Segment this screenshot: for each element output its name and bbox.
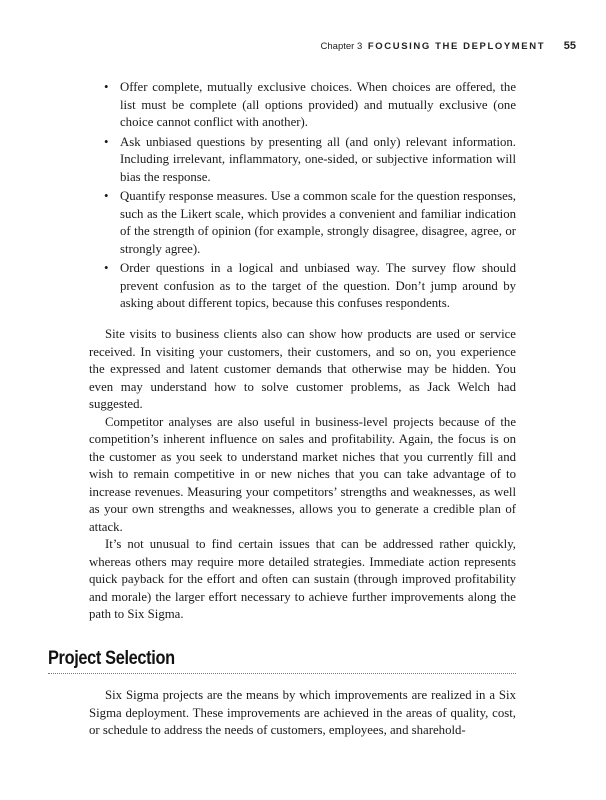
bullet-text: Ask unbiased questions by presenting all (and only) relevant information. Including irrelevant, inflammatory, one-sided, or subjective information will bias the response. <box>120 134 516 184</box>
paragraph-competitor-analyses: Competitor analyses are also useful in business-level projects because of the competition’s inherent influence on sales and profitability. Again, the focus is on the customer as you seek to understand market niches that you currently fill and wish to remain competitive in or new niches that you can take advantage of to increase revenues. Measuring your competitors’ strengths and weaknesses, as well as your own strengths and weaknesses, allows you to generate a credible plan of attack. <box>89 414 516 534</box>
bullet-item <box>104 188 516 258</box>
bullet-icon: • <box>104 189 109 203</box>
running-header <box>321 40 576 52</box>
bullet-list <box>104 79 516 315</box>
bullet-icon: • <box>104 134 109 149</box>
chapter-label: Chapter 3 <box>320 41 363 52</box>
body-text <box>89 326 516 624</box>
paragraph-project-selection: Six Sigma projects are the means by which improvements are realized in a Six Sigma deployment. These improvements are achieved in the areas of quality, cost, or schedule to address the needs of customers, employees, and sharehold- <box>89 688 516 737</box>
bullet-item <box>104 260 516 313</box>
section-heading: Project Selection <box>48 648 175 669</box>
section-body <box>89 687 516 740</box>
bullet-item <box>104 79 516 132</box>
section-divider <box>48 673 516 674</box>
bullet-text: Offer complete, mutually exclusive choices. When choices are offered, the list must be complete (all options provided) and mutually exclusive (one choice cannot conflict with another). <box>120 80 516 129</box>
bullet-item <box>104 134 516 187</box>
page-number: 55 <box>563 40 576 52</box>
bullet-icon: • <box>104 261 109 275</box>
bullet-text: Order questions in a logical and unbiased way. The survey flow should prevent confusion as to the target of the question. Don’t jump around by asking about different topics, because this confuses respondents. <box>120 261 516 310</box>
paragraph-quick-issues: It’s not unusual to find certain issues that can be addressed rather quickly, whereas others may require more detailed strategies. Immediate action represents quick payback for the effort and often can sustain (through improved profitability and morale) the larger effort necessary to achieve further improvements along the path to Six Sigma. <box>89 537 516 621</box>
paragraph-site-visits: Site visits to business clients also can show how products are used or service received. In visiting your customers, their customers, and so on, you experience the expressed and latent customer demands that otherwise may be hidden. You even may understand how to solve customer problems, as Jack Welch had suggested. <box>89 327 516 411</box>
bullet-icon: • <box>104 80 109 94</box>
chapter-title: FOCUSING THE DEPLOYMENT <box>367 41 546 52</box>
bullet-text: Quantify response measures. Use a common scale for the question responses, such as the Likert scale, which provides a convenient and familiar indication of the strength of opinion (for example, strongly disagree, disagree, agree, or strongly agree). <box>120 189 516 256</box>
